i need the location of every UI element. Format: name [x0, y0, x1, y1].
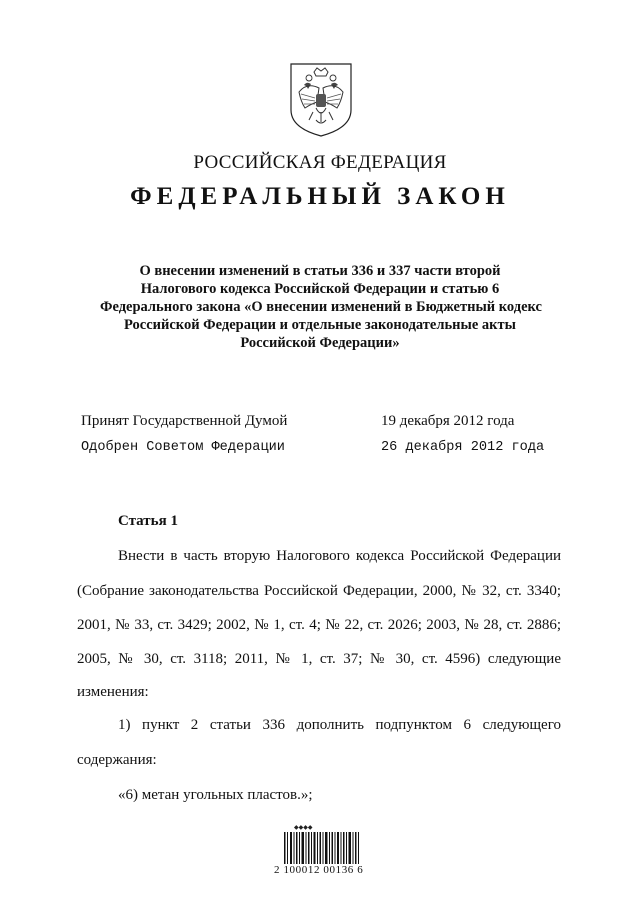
law-title-line: Налогового кодекса Российской Федерации и статью 6 — [140, 281, 500, 297]
article-intro-last-line: изменения: — [77, 684, 149, 700]
law-title — [100, 262, 540, 352]
article-intro-first-line: Внести в часть вторую Налогового кодекса Российской Федерации — [118, 548, 561, 564]
svg-text:◆◆◆◆: ◆◆◆◆ — [294, 824, 313, 831]
law-title-line: Российской Федерации и отдельные законодательные акты — [124, 317, 516, 333]
council-approval-label: Одобрен Советом Федерации — [81, 440, 285, 455]
duma-adoption-date: 19 декабря 2012 года — [381, 413, 515, 429]
duma-adoption-label: Принят Государственной Думой — [81, 413, 288, 429]
law-title-line: Российской Федерации» — [240, 335, 400, 351]
article-heading: Статья 1 — [118, 513, 178, 529]
law-title-line: О внесении изменений в статьи 336 и 337 части второй — [139, 263, 501, 279]
council-approval-date: 26 декабря 2012 года — [381, 440, 545, 455]
item-1-line: 1) пункт 2 статьи 336 дополнить подпунктом 6 следующего — [118, 717, 561, 733]
coat-of-arms-emblem — [289, 62, 353, 138]
barcode-number: 2 100012 00136 6 — [274, 864, 364, 876]
item-1-quote: «6) метан угольных пластов.»; — [118, 787, 313, 803]
article-intro-line: (Собрание законодательства Российской Федерации, 2000, № 32, ст. 3340; — [77, 583, 561, 599]
document-type: ФЕДЕРАЛЬНЫЙ ЗАКОН — [130, 183, 510, 210]
law-title-line: Федерального закона «О внесении изменений в Бюджетный кодекс — [100, 299, 542, 315]
article-intro-line: 2001, № 33, ст. 3429; 2002, № 1, ст. 4; № 22, ст. 2026; 2003, № 28, ст. 2886; — [77, 617, 561, 633]
article-intro-line: 2005, № 30, ст. 3118; 2011, № 1, ст. 37; № 30, ст. 4596) следующие — [77, 651, 561, 667]
country-name: РОССИЙСКАЯ ФЕДЕРАЦИЯ — [193, 152, 447, 173]
item-1-continuation: содержания: — [77, 752, 157, 768]
